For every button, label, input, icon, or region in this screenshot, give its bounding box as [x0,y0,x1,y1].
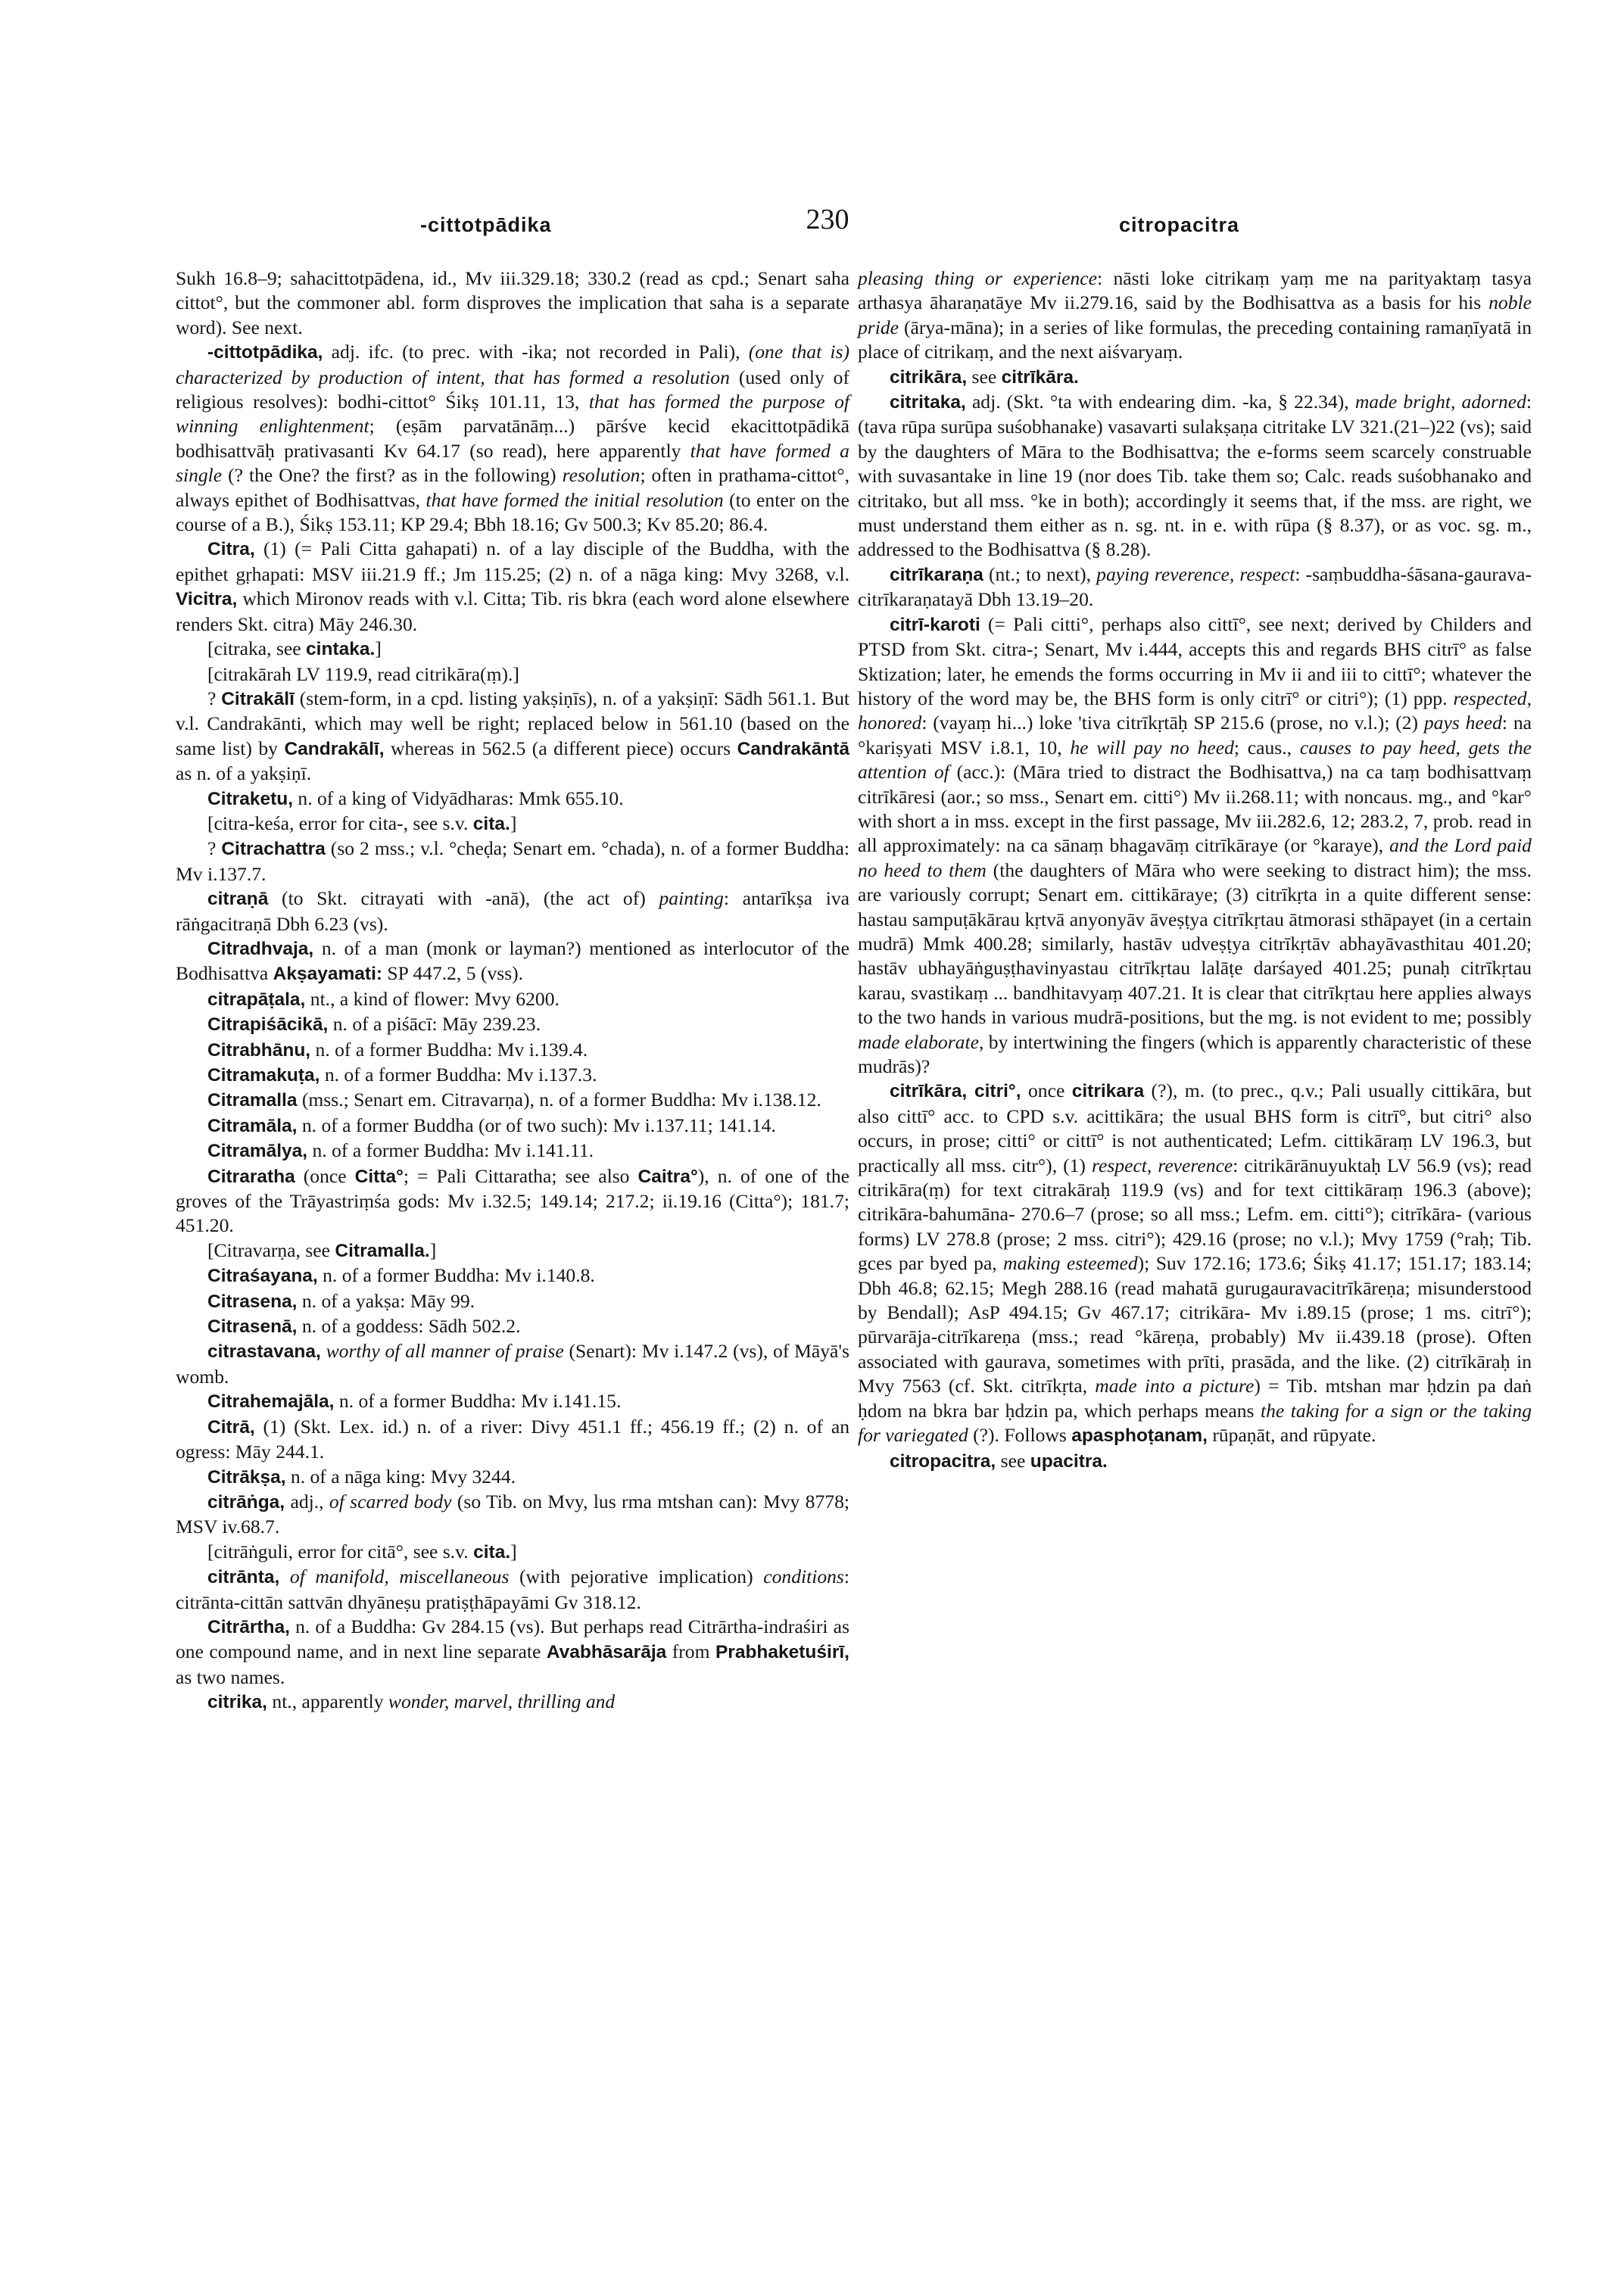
left-column [176,266,849,1715]
headword: citrīkāra, citri°, [890,1081,1021,1102]
dictionary-entry [176,1088,849,1113]
dictionary-entry [176,1690,849,1715]
dictionary-entry [176,1415,849,1465]
gloss-italic: and the Lord paid no heed to them [858,834,1532,881]
entry-text: n. of a former Buddha: Mv i.141.11. [307,1139,594,1162]
headword: citrīkāra. [1001,366,1079,388]
headword: citrapāṭala, [207,989,306,1010]
entry-text [321,1340,326,1362]
dictionary-entry [176,1615,849,1690]
headword: citrīkaraṇa [890,564,983,585]
dictionary-entry [176,1139,849,1164]
headword: cita. [472,813,510,834]
entry-text: (to Skt. citrayati with -anā), (the act of) [268,887,659,910]
gloss-italic: noble pride [858,291,1532,338]
entry-text: Sukh 16.8–9; sahacittotpādena, id., Mv iii.329.18; 330.2 (read as cpd.; Senart saha cittot°, but the commoner abl. form disproves the implication that saha is a separate word). See next. [176,267,849,338]
entry-text: ; (eṣām parvatānāṃ...) pārśve kecid ekacittotpādikā bodhisattvāḥ prativasanti Kv 64.17 (so read), here apparently [176,415,850,462]
entry-text: [citra-keśa, error for cita-, see s.v. [207,812,473,834]
dictionary-entry [858,562,1532,612]
entry-text: [citrakārah LV 119.9, read citrikāra(ṃ).] [207,662,519,685]
entry-text: [citrāṅguli, error for citā°, see s.v. [207,1540,474,1562]
entry-text: n. of a former Buddha: Mv i.140.8. [317,1264,595,1287]
dictionary-entry [176,1289,849,1314]
right-guide-word: citropacitra [1119,213,1240,236]
headword: cita. [473,1541,511,1562]
entry-text: n. of a goddess: Sādh 502.2. [297,1315,521,1338]
gloss-italic: (one that is) characterized by production of intent, that has formed a resolution [176,341,849,388]
dictionary-entry [176,1540,849,1565]
dictionary-entry [858,365,1532,390]
gloss-italic: of scarred body [329,1490,452,1513]
entry-text: : (tava rūpa surūpa suśobhanake) vasavarti sulakṣaṇa citritake LV 321.(21–)22 (vs); said by the daughters of Māra to the Bodhisattva; the e-forms seem scarcely construable with suvasantake in line 19 (nor does Tib. take them so; Calc. reads suśobhanako and citritako, but all mss. °ke in both); accordingly it seems that, if the mss. are right, we must understand them either as n. sg. nt. in e. with rūpa (§ 8.37), or as voc. sg. m., addressed to the Bodhisattva (§ 8.28). [858,391,1532,561]
headword: citropacitra, [890,1450,996,1472]
headword: citrika, [207,1692,267,1713]
entry-text: as n. of a yakṣiṇī. [176,762,312,785]
headword: apasphoṭanam, [1071,1425,1208,1447]
entry-text: (mss.; Senart em. Citravarṇa), n. of a former Buddha: Mv i.138.12. [297,1089,821,1111]
dictionary-entry [858,1449,1532,1474]
headword: Citta° [354,1166,404,1187]
gloss-italic: that has formed the purpose of winning enlightenment [176,391,849,438]
headword: Candrakāntā [737,738,849,759]
dictionary-entry [176,1164,849,1238]
entry-text: : antarīkṣa iva rāṅgacitraṇā Dbh 6.23 (vs). [176,887,849,935]
gloss-italic: the taking for a sign or the taking for variegated [858,1399,1532,1447]
gloss-italic: made bright, adorned [1354,391,1526,413]
gloss-italic: wonder, marvel, thrilling and [388,1690,616,1713]
entry-text: adj. ifc. (to prec. with -ika; not recorded in Pali), [323,341,749,363]
entry-text: : -saṃbuddha-śāsana-gaurava-citrīkaraṇatayā Dbh 13.19–20. [858,562,1532,611]
dictionary-entry [176,1339,849,1389]
page-number: 230 [806,204,849,235]
entry-text: : citrikārānuyuktaḥ LV 56.9 (vs); read citrikāra(ṃ) for text citrakāraḥ 119.9 (vs) and for text cittikāraṃ 196.3 (above); citrikāra-bahumāna- 270.6–7 (prose; so all mss.; Lefm. em. citti°); citrīkāra- (various forms) LV 278.8 (prose; 2 mss. citri°); 429.16 (prose; no v.l.); Mvy 1759 (°raḥ; Tib. gces par byed pa, [858,1154,1532,1275]
entry-text: SP 447.2, 5 (vss). [382,962,524,985]
entry-text: ? [207,837,222,860]
entry-text: (? the One? the first? as in the following) [222,464,563,487]
entry-text: ] [510,1540,517,1562]
headword: upacitra. [1030,1450,1108,1472]
dictionary-entry [176,812,849,837]
gloss-italic: painting [659,887,724,910]
dictionary-entry [176,936,849,987]
entry-text: (1) (Skt. Lex. id.) n. of a river: Divy 451.1 ff.; 456.19 ff.; (2) n. of an ogress: Māy 244.1. [176,1415,849,1463]
dictionary-entry [176,1012,849,1037]
entry-text: , by intertwining the fingers (which is apparently characteristic of these mudrās)? [858,1030,1532,1077]
dictionary-entry [176,266,849,340]
headword: Vicitra, [176,589,238,610]
dictionary-entry [176,837,849,886]
gloss-italic: pleasing thing or experience [858,267,1098,289]
dictionary-entry [858,1079,1532,1448]
gloss-italic: making esteemed [1003,1252,1138,1275]
headword: Avabhāsarāja [546,1642,667,1663]
entry-text: from [666,1640,715,1663]
headword: Citraketu, [207,788,294,809]
entry-text: ; = Pali Cittaratha; see also [403,1164,638,1187]
dictionary-entry [176,1238,849,1263]
dictionary-entry [176,1389,849,1414]
entry-text: : (vayaṃ hi...) loke 'tiva citrīkṛtāḥ SP 215.6 (prose, no v.l.); (2) [921,712,1424,734]
entry-text: (the daughters of Māra who were seeking to distract him); the mss. are variously corrupt; Senart em. cittikāraye; (3) citrīkṛta in a quite different sense: hastau sampuṭākārau kṛtvā anyonyāv āveṣṭya citrīkṛtau ātmorasi sthāpayet (in a certain mudrā) Mmk 400.28; similarly, hastāv udveṣṭya citrīkṛtāv abhayāvasthitau 401.20; hastāv ubhayāṅguṣṭhavinyastau citrīkṛtau lalāṭe darśayed 401.25; punaḥ citrīkṛtau karau, svastikaṃ ... bandhitavyaṃ 407.21. It is clear that citrīkṛtau here applies always to the two hands in various mudrā-positions, but the mg. is not evident to me; possibly [858,858,1532,1029]
entry-text: adj., [285,1490,329,1513]
entry-text: n. of a former Buddha (or of two such): Mv i.137.11; 141.14. [297,1114,776,1136]
entry-text: (so 2 mss.; v.l. °cheḍa; Senart em. °chada), n. of a former Buddha: Mv i.137.7. [176,837,849,885]
headword: Citrakālī [221,688,295,709]
gloss-italic: causes to pay heed, gets the attention of [858,736,1532,784]
entry-text: [citraka, see [207,637,307,660]
entry-text: whereas in 562.5 (a different piece) occurs [384,737,737,759]
entry-text: ] [510,812,517,834]
dictionary-entry [176,1490,849,1540]
dictionary-entry [176,687,849,787]
entry-text: see [996,1449,1030,1472]
entry-text: n. of a piśācī: Māy 239.23. [328,1013,541,1036]
dictionary-entry [176,1114,849,1139]
headword: citraṇā [207,889,269,910]
dictionary-entry [176,1314,849,1339]
entry-text: see [967,365,1002,388]
entry-text: (= Pali citti°, perhaps also cittī°, see next; derived by Childers and PTSD from Skt. citra-; Senart, Mv i.444, accepts this and regards BHS citrī° as false Sktization; later, he emends the forms occurring in Mv ii and iii to cittī°; whatever the history of the word may be, the BHS form is only citrī° or citri°); (1) ppp. [858,612,1532,709]
entry-text: n. of a Buddha: Gv 284.15 (vs). But perhaps read Citrārtha-indraśiri as one compound name, and in next line separate [176,1615,849,1663]
dictionary-entry [176,886,849,936]
entry-text: n. of a yakṣa: Māy 99. [297,1289,475,1312]
headword: Citramalla. [335,1240,430,1261]
headword: cintaka. [306,639,376,660]
entry-text: ); Suv 172.16; 173.6; Śikṣ 41.17; 151.17; 183.14; Dbh 46.8; 62.15; Megh 288.16 (read mahatā gurugauravacitrīkāreṇa; misunderstood by Bendall); AsP 494.15; Gv 467.17; citrikāra- Mv i.89.15 (prose; 1 ms. citrī°); pūrvarāja-citrīkareṇa (mss.; read °kāreṇa, probably) Mv ii.439.18 (prose). Often associated with gaurava, sometimes with prīti, prasāda, and the like. (2) citrīkāraḥ in Mvy 7563 (cf. Skt. citrīkṛta, [858,1252,1532,1397]
dictionary-entry [858,266,1532,365]
headword: Prabhaketuśirī, [715,1642,849,1663]
headword: Citrabhānu, [207,1039,311,1061]
entry-text: (with pejorative implication) [509,1566,764,1588]
gloss-italic: respect, reverence [1091,1154,1233,1176]
entry-text: n. of a nāga king: Mvy 3244. [285,1465,516,1488]
gloss-italic: made into a picture [1095,1375,1255,1397]
gloss-italic: pays heed [1423,712,1502,734]
dictionary-entry [176,787,849,812]
entry-text: (nt.; to next), [983,562,1097,585]
gloss-italic: of manifold, miscellaneous [289,1566,510,1588]
dictionary-entry [858,612,1532,1080]
headword: citritaka, [890,392,966,413]
headword: citrikara [1071,1081,1145,1102]
headword: Citrā, [207,1416,255,1438]
headword: Candrakālī, [284,738,385,759]
entry-text [279,1566,290,1587]
headword: Citra, [207,539,255,560]
entry-text: (to enter on the course of a B.), Śikṣ 153.11; KP 29.4; Bbh 18.16; Gv 500.3; Kv 85.20; 86.4. [176,488,849,536]
entry-text: ? [207,687,222,709]
entry-text: (so Tib. on Mvy, lus rma mtshan can): Mvy 8778; MSV iv.68.7. [176,1490,849,1538]
entry-text: [Citravarṇa, see [207,1238,335,1261]
headword: Akṣayamati: [273,964,383,985]
gloss-italic: that have formed a single [176,439,849,487]
headword: Citrapiśācikā, [207,1014,329,1036]
headword: Citraśayana, [207,1266,318,1287]
dictionary-entry [176,637,849,662]
dictionary-entry [176,1465,849,1490]
entry-text: : nāsti loke citrikaṃ yaṃ me na parityaktaṃ tasya arthasya āharaṇatāye Mv ii.279.16, said by the Bodhisattva as a basis for his [858,267,1532,314]
entry-text: n. of a former Buddha: Mv i.139.4. [310,1038,588,1061]
headword: citrī-karoti [890,614,980,635]
entry-text: nt., a kind of flower: Mvy 6200. [305,987,560,1010]
dictionary-entry [176,1063,849,1088]
headword: Citramālya, [207,1141,308,1162]
headword: Citramalla [207,1090,298,1111]
entry-text: ; often in prathama-cittot°, always epithet of Bodhisattvas, [176,464,849,511]
right-column [858,266,1532,1474]
gloss-italic: made elaborate [858,1030,979,1053]
headword: -cittotpādika, [207,342,323,363]
headword: Citrasena, [207,1291,298,1312]
headword: Citrākṣa, [207,1466,286,1488]
entry-text: ] [375,637,382,660]
gloss-italic: respected, honored [858,687,1532,734]
headword: Citrahemajāla, [207,1391,335,1413]
headword: Citrachattra [221,839,326,860]
left-guide-word: -cittotpādika [420,213,552,236]
dictionary-entry [176,537,849,637]
entry-text: (used only of religious resolves): bodhi-cittot° Śikṣ 101.11, 13, [176,366,850,413]
entry-text: nt., apparently [267,1690,388,1713]
entry-text: (?). Follows [968,1424,1072,1447]
headword: Citrasenā, [207,1316,298,1338]
dictionary-entry [176,1565,849,1615]
entry-text: (Senart): Mv i.147.2 (vs), of Māyā's womb. [176,1340,849,1388]
gloss-italic: that have formed the initial resolution [425,488,724,511]
entry-text: (?), m. (to prec., q.v.; Pali usually cittikāra, but also cittī° acc. to CPD s.v. acittikāra; the usual BHS form is citrī°, but citri° also occurs, in prose; citti° or cittī° is not authenticated; Lefm. cittikāraṃ LV 196.3, but practically all mss. citr°), (1) [858,1080,1532,1176]
entry-text: once [1021,1080,1072,1102]
headword: Citraratha [207,1166,295,1187]
dictionary-entry [176,340,849,537]
gloss-italic: paying reverence, respect [1096,562,1295,585]
entry-text: adj. (Skt. °ta with endearing dim. -ka, § 22.34), [965,391,1355,413]
headword: citrānta, [207,1567,280,1588]
dictionary-entry [176,987,849,1012]
entry-text: (1) (= Pali Citta gahapati) n. of a lay disciple of the Buddha, with the epithet gṛhapati: MSV iii.21.9 ff.; Jm 115.25; (2) n. of a nāga king: Mvy 3268, v.l. [176,537,849,585]
entry-text: ] [429,1238,437,1261]
headword: Citrārtha, [207,1616,290,1637]
headword: citrastavana, [207,1341,321,1363]
entry-text: n. of a former Buddha: Mv i.141.15. [334,1390,622,1413]
entry-text: ), n. of one of the groves of the Trāyastriṃśa gods: Mv i.32.5; 149.14; 217.2; ii.19.16 (Citta°); 181.7; 451.20. [176,1164,849,1237]
gloss-italic: conditions [763,1566,844,1588]
entry-text: : citrānta-cittān sattvān dhyāneṣu pratiṣṭhāpayāmi Gv 318.12. [176,1566,849,1613]
headword: citrikāra, [890,366,968,388]
entry-text: (stem-form, in a cpd. listing yakṣiṇīs), n. of a yakṣiṇī: Sādh 561.1. But v.l. Candrakānti, which may well be right; replaced below in 561.10 (based on the same list) by [176,687,849,759]
entry-text: (acc.): (Māra tried to distract the Bodhisattva,) na ca taṃ bodhisattvaṃ citrīkāresi (aor.; so mss., Senart em. citti°) Mv ii.268.11; with noncaus. mg., and °kar° with short a in mss. except in the first passage, Mv iii.282.6, 12; 283.2, 7, prob. read in all approximately: na ca sānaṃ bhagavāṃ citrīkāraye (or °karaye), [858,761,1532,857]
gloss-italic: he will pay no heed [1070,736,1234,759]
gloss-italic: resolution [562,464,641,487]
entry-text: n. of a man (monk or layman?) mentioned as interlocutor of the Bodhisattva [176,936,849,985]
entry-text: n. of a former Buddha: Mv i.137.3. [320,1064,597,1086]
entry-text: (ārya-māna); in a series of like formulas, the preceding containing ramaṇīyatā in place of citrikaṃ, and the next aiśvaryaṃ. [858,316,1532,363]
headword: Citradhvaja, [207,938,314,959]
dictionary-entry [858,390,1532,562]
dictionary-entry [176,1263,849,1288]
entry-text: ) = Tib. mtshan mar ḥdzin pa daṅ ḥdom na bkra bar ḥdzin pa, which perhaps means [858,1375,1532,1422]
entry-text: (once [295,1164,355,1187]
headword: Caitra° [637,1166,698,1187]
entry-text: : na °kariṣyati MSV i.8.1, 10, [858,712,1532,759]
entry-text: rūpaṇāt, and rūpyate. [1207,1424,1376,1447]
headword: citrāṅga, [207,1491,285,1513]
entry-text: as two names. [176,1665,285,1688]
entry-text: which Mironov reads with v.l. Citta; Tib. ris bkra (each word alone elsewhere renders Skt. citra) Māy 246.30. [176,587,849,635]
gloss-italic: worthy of all manner of praise [326,1340,564,1363]
headword: Citramāla, [207,1115,298,1136]
dictionary-entry [176,662,849,687]
entry-text: ; caus., [1233,736,1300,759]
headword: Citramakuṭa, [207,1065,320,1086]
entry-text: n. of a king of Vidyādharas: Mmk 655.10. [293,787,624,809]
dictionary-entry [176,1038,849,1063]
